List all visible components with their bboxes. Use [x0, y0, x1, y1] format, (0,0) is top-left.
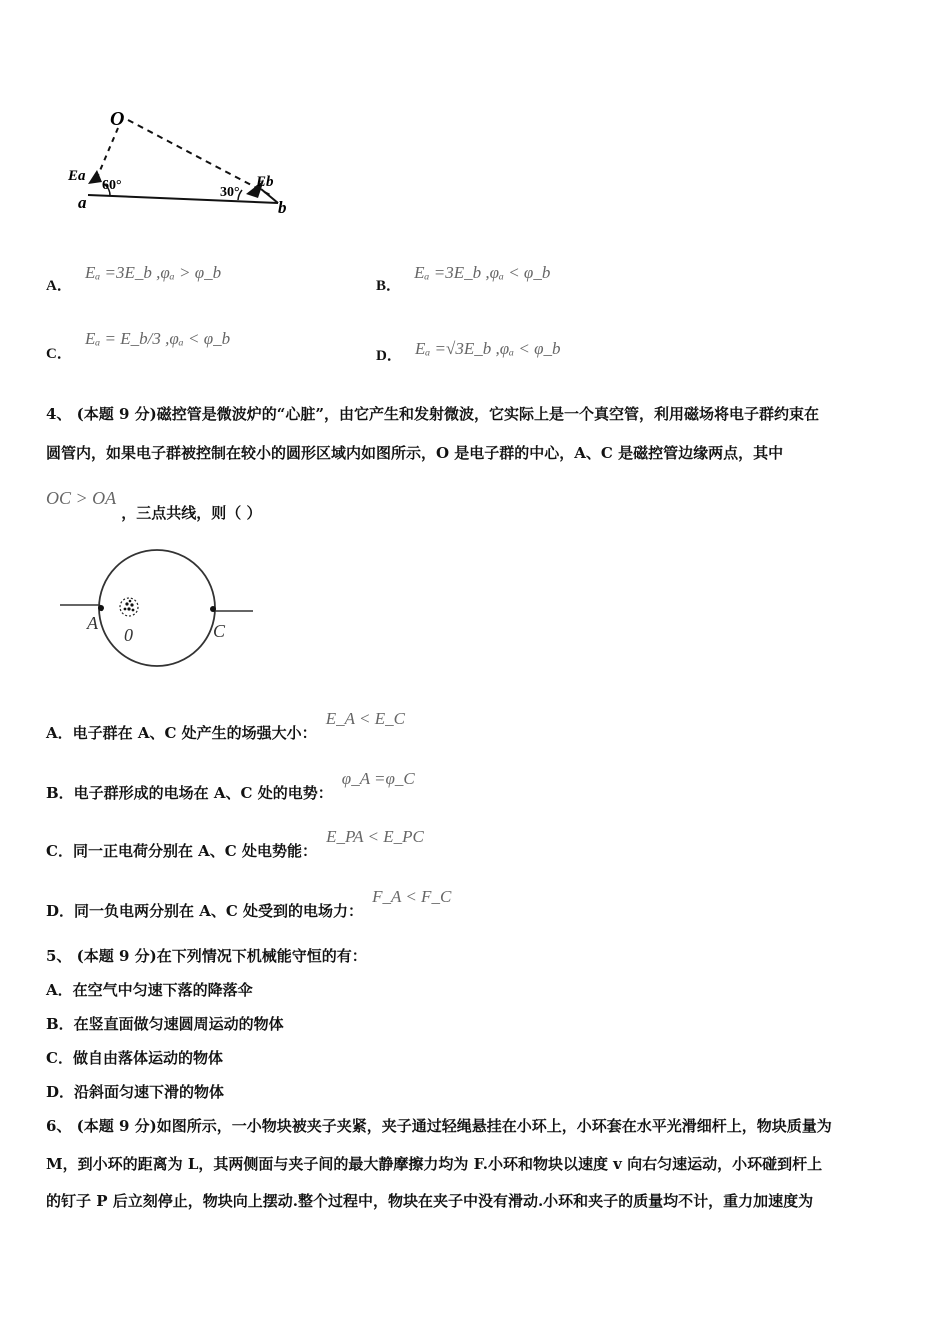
- magnetron-figure: [55, 545, 265, 670]
- label-a-fig2: A: [87, 613, 98, 633]
- q5-option-c: C．做自由落体运动的物体: [46, 1049, 223, 1067]
- label-o: O: [110, 108, 125, 130]
- label-angle-30: 30°: [220, 185, 240, 200]
- q4-stem-line1: 4、 (本题 9 分)磁控管是微波炉的“心脏”，由它产生和发射微波，它实际上是一个真空管，利用磁场将电子群约束在: [46, 405, 819, 423]
- label-o-fig2: 0: [124, 625, 133, 645]
- point-c: [210, 606, 216, 612]
- option-3a: A． Eₐ =3E_b ,φₐ > φ_b: [46, 263, 222, 294]
- q4-stem-line2: 圆管内，如果电子群被控制在较小的圆形区域内如图所示，O 是电子群的中心，A、C 是磁控管边缘两点，其中: [46, 444, 784, 462]
- formula-3b: Eₐ =3E_b ,φₐ < φ_b: [414, 263, 551, 282]
- formula-3a: Eₐ =3E_b ,φₐ > φ_b: [84, 263, 222, 282]
- formula-3c: Eₐ = E_b/3 ,φₐ < φ_b: [84, 329, 231, 348]
- formula-oc-oa: OC > OA: [46, 488, 117, 508]
- label-eb: Eb: [256, 174, 274, 190]
- label-ea: Ea: [68, 168, 86, 184]
- tube-circle: [99, 550, 215, 666]
- q6-stem-line2: M，到小环的距离为 L，其两侧面与夹子间的最大静摩擦力均为 F.小环和物块以速度 v 向右匀速运动，小环碰到杆上: [46, 1155, 823, 1173]
- electron-cluster: [120, 598, 138, 616]
- q5-option-d: D．沿斜面匀速下滑的物体: [46, 1083, 225, 1101]
- option-3b: B． Eₐ =3E_b ,φₐ < φ_b: [376, 263, 551, 294]
- formula-4a: E_A < E_C: [325, 709, 405, 728]
- label-b: b: [278, 198, 287, 217]
- option-3d: D． Eₐ =√3E_b ,φₐ < φ_b: [376, 339, 561, 364]
- formula-4c: E_PA < E_PC: [326, 827, 424, 846]
- q5-option-a: A．在空气中匀速下落的降落伞: [46, 981, 253, 999]
- arrow-ea: [88, 170, 102, 184]
- label-c-fig2: C: [213, 621, 226, 641]
- point-a: [98, 605, 104, 611]
- dashed-o-a: [96, 128, 118, 180]
- formula-4d: F_A < F_C: [372, 887, 452, 906]
- q6-stem-line3: 的钉子 P 后立刻停止，物块向上摆动.整个过程中，物块在夹子中没有滑动.小环和夹子的质量均不计，重力加速度为: [46, 1192, 814, 1210]
- triangle-field-figure: [60, 100, 310, 225]
- dashed-o-b: [128, 120, 272, 196]
- option-4c: C．同一正电荷分别在 A、C 处电势能： E_PA < E_PC: [46, 827, 424, 860]
- q5-stem: 5、 (本题 9 分)在下列情况下机械能守恒的有：: [46, 947, 367, 965]
- option-4d: D．同一负电两分别在 A、C 处受到的电场力： F_A < F_C: [46, 887, 452, 920]
- q4-stem-line3: OC > OA ，三点共线，则（ ）: [46, 488, 262, 522]
- line-a-b: [88, 195, 278, 203]
- label-angle-60: 60°: [102, 178, 122, 193]
- formula-4b: φ_A =φ_C: [341, 769, 415, 788]
- option-4b: B．电子群形成的电场在 A、C 处的电势： φ_A =φ_C: [46, 769, 415, 802]
- label-a: a: [78, 193, 87, 212]
- formula-3d: Eₐ =√3E_b ,φₐ < φ_b: [414, 339, 561, 358]
- q5-option-b: B．在竖直面做匀速圆周运动的物体: [46, 1015, 284, 1033]
- option-4a: A．电子群在 A、C 处产生的场强大小： E_A < E_C: [46, 709, 405, 742]
- q6-stem-line1: 6、 (本题 9 分)如图所示，一小物块被夹子夹紧，夹子通过轻绳悬挂在小环上，小环套在水平光滑细杆上，物块质量为: [46, 1117, 832, 1135]
- option-3c: C． Eₐ = E_b/3 ,φₐ < φ_b: [46, 329, 231, 362]
